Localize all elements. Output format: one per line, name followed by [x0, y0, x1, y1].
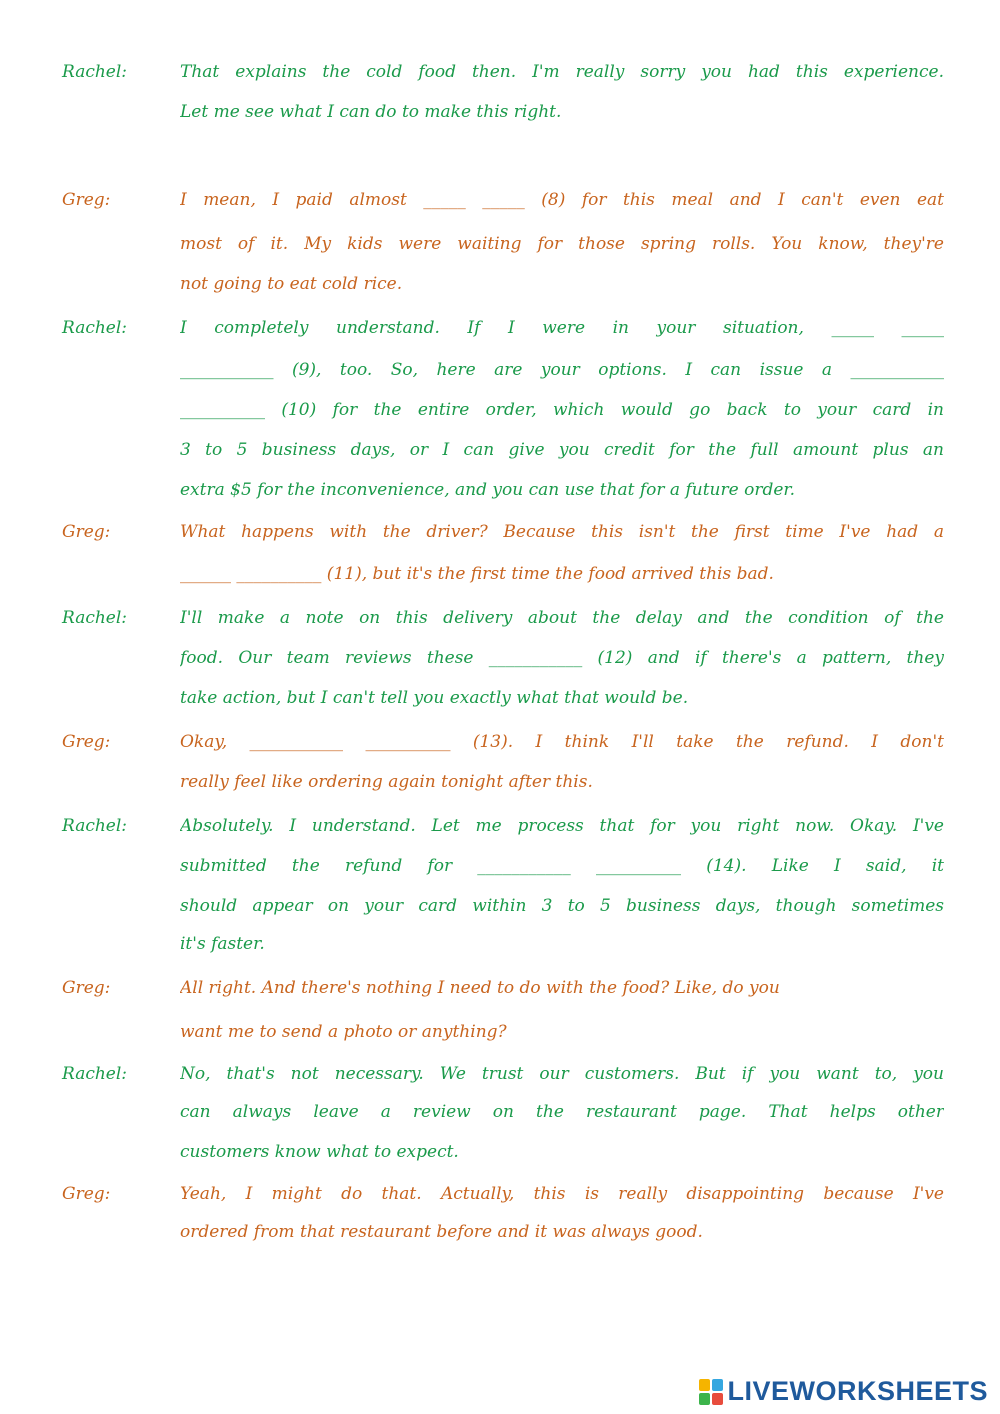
speaker-name: Greg:	[62, 1184, 111, 1204]
dialogue-line: All right. And there's nothing I need to do with the food? Like, do you	[180, 978, 780, 998]
dialogue-line: I mean, I paid almost _____ _____ (8) for this meal and I can't even eat	[180, 190, 944, 210]
liveworksheets-logo-icon	[699, 1379, 723, 1405]
dialogue-line: it's faster.	[180, 934, 265, 954]
dialogue-line: Let me see what I can do to make this right.	[180, 102, 562, 122]
dialogue-line: not going to eat cold rice.	[180, 274, 403, 294]
dialogue-line: I completely understand. If I were in your situation, _____ _____	[180, 318, 944, 338]
dialogue-line: What happens with the driver? Because this isn't the first time I've had a	[180, 522, 944, 542]
dialogue-line: food. Our team reviews these ___________ (12) and if there's a pattern, they	[180, 648, 944, 668]
speaker-name: Greg:	[62, 522, 111, 542]
dialogue-line: 3 to 5 business days, or I can give you credit for the full amount plus an	[180, 440, 944, 460]
dialogue-line: Absolutely. I understand. Let me process that for you right now. Okay. I've	[180, 816, 944, 836]
dialogue-line: take action, but I can't tell you exactly what that would be.	[180, 688, 689, 708]
dialogue-line: That explains the cold food then. I'm really sorry you had this experience.	[180, 62, 944, 82]
logo-text: LIVEWORKSHEETS	[727, 1376, 988, 1406]
dialogue-line: ______ __________ (11), but it's the first time the food arrived this bad.	[180, 564, 774, 584]
speaker-name: Rachel:	[62, 62, 128, 82]
dialogue-line: Yeah, I might do that. Actually, this is really disappointing because I've	[180, 1184, 944, 1204]
dialogue-line: customers know what to expect.	[180, 1142, 459, 1162]
dialogue-line: should appear on your card within 3 to 5 business days, though sometimes	[180, 896, 944, 916]
dialogue-line: Okay, ___________ __________ (13). I think I'll take the refund. I don't	[180, 732, 944, 752]
speaker-name: Rachel:	[62, 1064, 128, 1084]
dialogue-line: want me to send a photo or anything?	[180, 1022, 507, 1042]
dialogue-line: submitted the refund for ___________ __________ (14). Like I said, it	[180, 856, 944, 876]
dialogue-line: ___________ (9), too. So, here are your options. I can issue a ___________	[180, 360, 944, 380]
dialogue-line: extra $5 for the inconvenience, and you can use that for a future order.	[180, 480, 796, 500]
speaker-name: Greg:	[62, 732, 111, 752]
dialogue-line: can always leave a review on the restaurant page. That helps other	[180, 1102, 944, 1122]
dialogue-line: most of it. My kids were waiting for those spring rolls. You know, they're	[180, 234, 944, 254]
dialogue-line: ordered from that restaurant before and it was always good.	[180, 1222, 703, 1242]
speaker-name: Rachel:	[62, 608, 128, 628]
dialogue-line: __________ (10) for the entire order, which would go back to your card in	[180, 400, 944, 420]
speaker-name: Greg:	[62, 978, 111, 998]
speaker-name: Rachel:	[62, 816, 128, 836]
speaker-name: Rachel:	[62, 318, 128, 338]
speaker-name: Greg:	[62, 190, 111, 210]
dialogue-line: I'll make a note on this delivery about the delay and the condition of the	[180, 608, 944, 628]
dialogue-line: No, that's not necessary. We trust our customers. But if you want to, you	[180, 1064, 944, 1084]
liveworksheets-logo[interactable]	[699, 1376, 988, 1407]
dialogue-line: really feel like ordering again tonight after this.	[180, 772, 593, 792]
